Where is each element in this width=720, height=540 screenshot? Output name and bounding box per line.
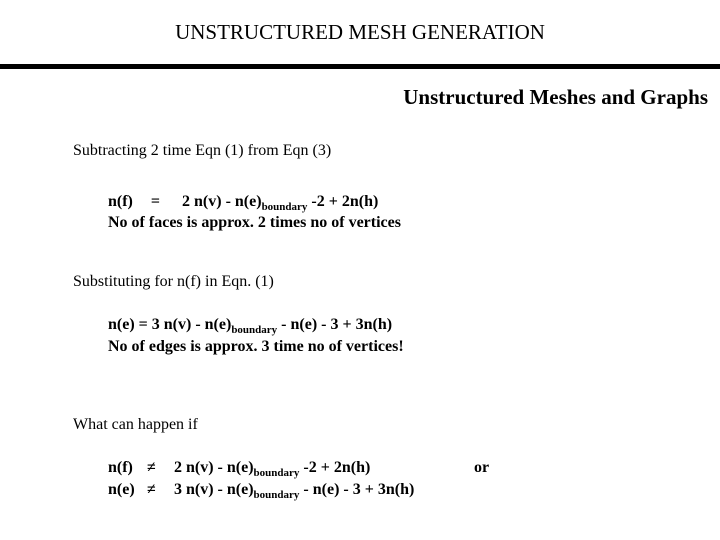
block3-line1-rhs-b: -2 + 2n(h) [299,459,371,476]
block2-eq-sub: boundary [231,324,278,336]
block2-eq-b: - n(e) - 3 + 3n(h) [277,316,393,333]
block3-line1-rhs-sub: boundary [253,467,300,479]
block1-eq-op: = [150,193,161,210]
block2-equation [108,316,392,334]
header-divider [0,64,720,69]
block1-equation [108,193,378,211]
block1-note: No of faces is approx. 2 times no of vertices [108,214,401,231]
section-title: Unstructured Meshes and Graphs [403,85,708,109]
block2-eq-a: n(e) = 3 n(v) - n(e) [108,316,232,333]
block3-line1-rhs-a: 2 n(v) - n(e) [174,459,254,476]
block1-eq-rhs-sub: boundary [261,201,308,213]
block3-line1-lhs: n(f) [108,459,133,476]
block3-line2-rhs-b: - n(e) - 3 + 3n(h) [299,481,415,498]
header-title: UNSTRUCTURED MESH GENERATION [175,20,545,44]
block1-intro: Subtracting 2 time Eqn (1) from Eqn (3) [73,142,332,159]
block3-or: or [474,459,490,476]
not-equal-symbol: ≠ [147,459,156,476]
block2-note: No of edges is approx. 3 time no of vertices! [108,338,404,355]
block3-line2-rhs-sub: boundary [253,489,300,501]
block1-eq-rhs-a: 2 n(v) - n(e) [182,193,262,210]
block3-line2-rhs [174,481,414,499]
block3-intro: What can happen if [73,416,198,433]
block3-line2-lhs: n(e) [108,481,135,498]
not-equal-symbol: ≠ [147,481,156,498]
block3-line2-rhs-a: 3 n(v) - n(e) [174,481,254,498]
block3-line1-rhs [174,459,370,477]
block1-eq-lhs: n(f) [108,193,133,210]
block1-eq-rhs-b: -2 + 2n(h) [307,193,379,210]
block2-intro: Substituting for n(f) in Eqn. (1) [73,273,274,290]
